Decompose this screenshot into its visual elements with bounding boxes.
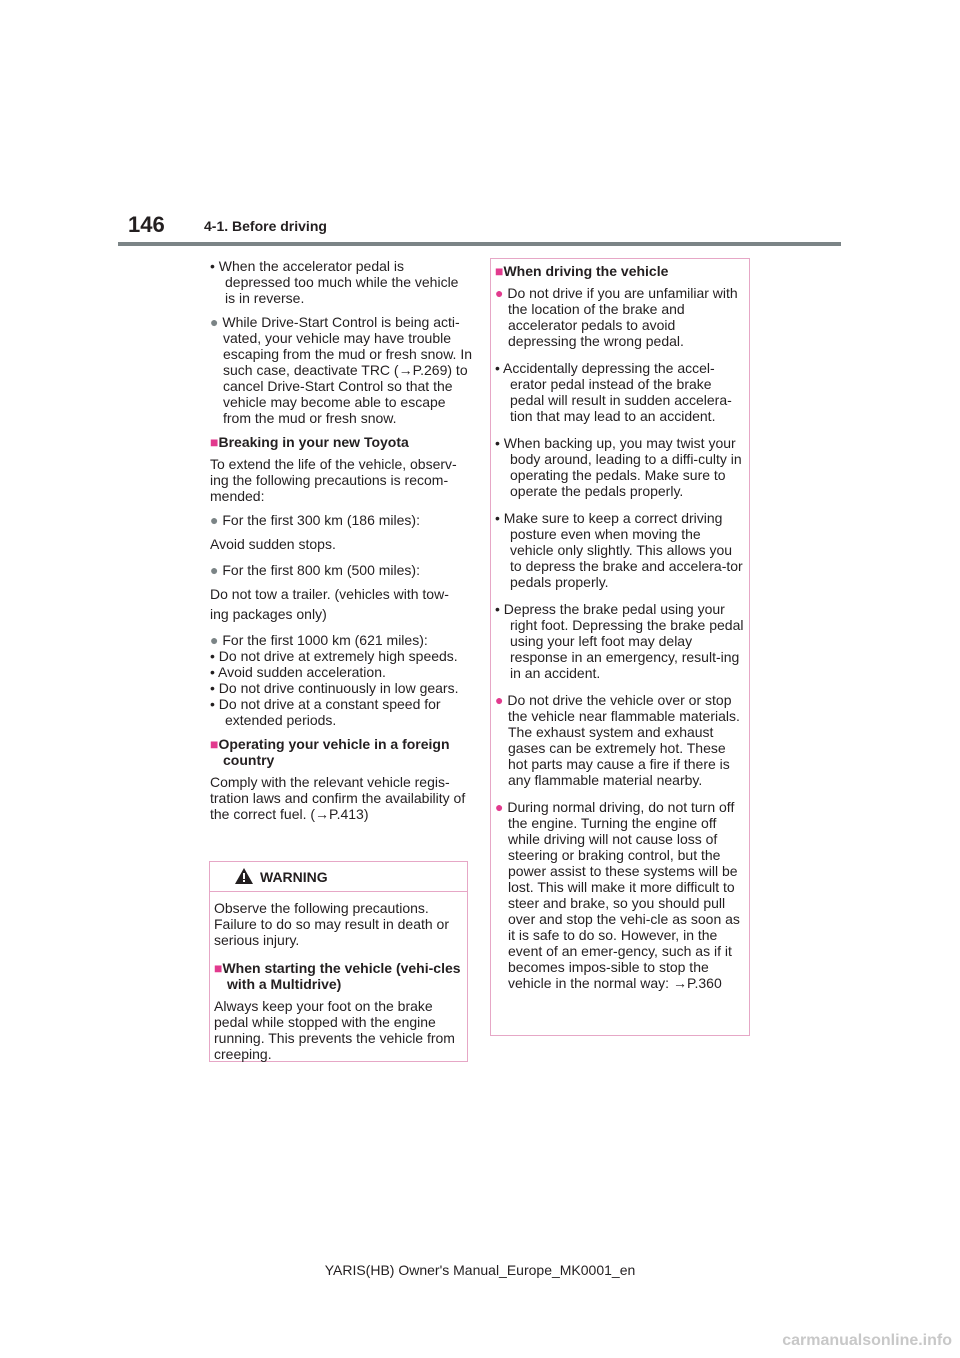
watermark: carmanualsonline.info — [782, 1332, 952, 1349]
bullet-accidental: • Accidentally depressing the accel-erator pedal instead of the brake pedal will result in sudden accelera-tion that may lead to an accident. — [495, 360, 732, 424]
section-title: 4-1. Before driving — [204, 218, 327, 234]
bullet-posture: • Make sure to keep a correct driving posture even when moving the vehicle only slightly. This allows you to depress the brake and accelera-tor pedals properly. — [495, 510, 743, 590]
square-bullet-icon: ■ — [210, 434, 219, 450]
circle-item-300km: ● For the first 300 km (186 miles): — [210, 512, 420, 528]
circle-bullet-icon: ● — [210, 314, 223, 330]
circle-item-engine: ● During normal driving, do not turn off the engine. Turning the engine off while driving will not cause loss of steering or braking control, but the power assist to these systems will be lost. This will make it more difficult to steer and brake, so you should pull over and stop the vehi-cle as soon as it is safe to do so. However, in the event of an emer-gency, such as if it becomes impos-sible to stop the vehicle in the normal way: →P.360 — [495, 799, 740, 991]
footer-manual-name: YARIS(HB) Owner's Manual_Europe_MK0001_en — [324, 1262, 636, 1278]
circle-item-800km: ● For the first 800 km (500 miles): — [210, 562, 420, 578]
warning-paragraph-keep-foot: Always keep your foot on the brake pedal while stopped with the engine running. This prevents the vehicle from creeping. — [214, 998, 455, 1062]
circle-item-drive-start: ● While Drive-Start Control is being acti-vated, your vehicle may have trouble escaping from the mud or fresh snow. In such case, deactivate TRC (→P.269) to cancel Drive-Start Control so that the vehicle may become able to escape from the mud or fresh snow. — [210, 314, 473, 426]
bullet-right-foot: • Depress the brake pedal using your right foot. Depressing the brake pedal using your left foot may delay response in an emergency, result-ing in an accident. — [495, 601, 744, 681]
bullet-backing-up: • When backing up, you may twist your body around, leading to a diffi-culty in operating the pedals. Make sure to operate the pedals properly. — [495, 435, 742, 499]
circle-bullet-icon: ● — [495, 799, 508, 815]
square-bullet-icon: ■ — [495, 263, 504, 279]
bullet-gears: • Do not drive continuously in low gears. — [210, 680, 459, 696]
subheading-when-driving: ■When driving the vehicle — [495, 263, 669, 279]
subheading-foreign-country: ■Operating your vehicle in a foreign country — [210, 736, 450, 768]
left-column — [210, 258, 472, 830]
square-bullet-icon: ■ — [210, 736, 219, 752]
paragraph-extend-life: To extend the life of the vehicle, observ-ing the following precautions is recom-mended: — [210, 456, 457, 504]
circle-item-1000km: ● For the first 1000 km (621 miles): — [210, 632, 428, 648]
circle-item-unfamiliar: ● Do not drive if you are unfamiliar with the location of the brake and accelerator pedals to avoid depressing the wrong pedal. — [495, 285, 738, 349]
circle-item-flammable: ● Do not drive the vehicle over or stop the vehicle near flammable materials. — [495, 692, 740, 724]
warning-continuation-box — [490, 258, 750, 1036]
square-bullet-icon: ■ — [214, 960, 223, 976]
paragraph-exhaust: The exhaust system and exhaust gases can be extremely hot. These hot parts may cause a fire if there is any flammable material nearby. — [508, 724, 730, 788]
paragraph-tow-line1: Do not tow a trailer. (vehicles with tow- — [210, 586, 449, 602]
circle-bullet-icon: ● — [495, 692, 508, 708]
warning-box — [209, 861, 468, 1062]
warning-body — [210, 892, 467, 1062]
paragraph-tow-line2: ing packages only) — [210, 606, 327, 622]
paragraph-comply: Comply with the relevant vehicle regis-tration laws and confirm the availability of the correct fuel. (→P.413) — [210, 774, 466, 822]
circle-bullet-icon: ● — [210, 632, 223, 648]
circle-bullet-icon: ● — [210, 562, 223, 578]
warning-header — [210, 862, 467, 892]
circle-bullet-icon: ● — [495, 285, 508, 301]
warning-subheading-starting: ■When starting the vehicle (vehi-cles with a Multidrive) — [214, 960, 461, 992]
page-number: 146 — [128, 212, 165, 237]
header-divider — [118, 242, 841, 246]
warning-label: WARNING — [260, 869, 328, 885]
bullet-reverse: • When the accelerator pedal is depressed too much while the vehicle is in reverse. — [210, 258, 459, 306]
bullet-acceleration: • Avoid sudden acceleration. — [210, 664, 386, 680]
warning-triangle-icon — [234, 867, 254, 885]
subheading-breaking-in: ■Breaking in your new Toyota — [210, 434, 409, 450]
circle-bullet-icon: ● — [210, 512, 223, 528]
bullet-constant-speed: • Do not drive at a constant speed for extended periods. — [210, 696, 441, 728]
paragraph-avoid-stops: Avoid sudden stops. — [210, 536, 336, 552]
bullet-speeds: • Do not drive at extremely high speeds. — [210, 648, 458, 664]
warning-intro: Observe the following precautions. Failure to do so may result in death or serious injury. — [214, 900, 450, 948]
